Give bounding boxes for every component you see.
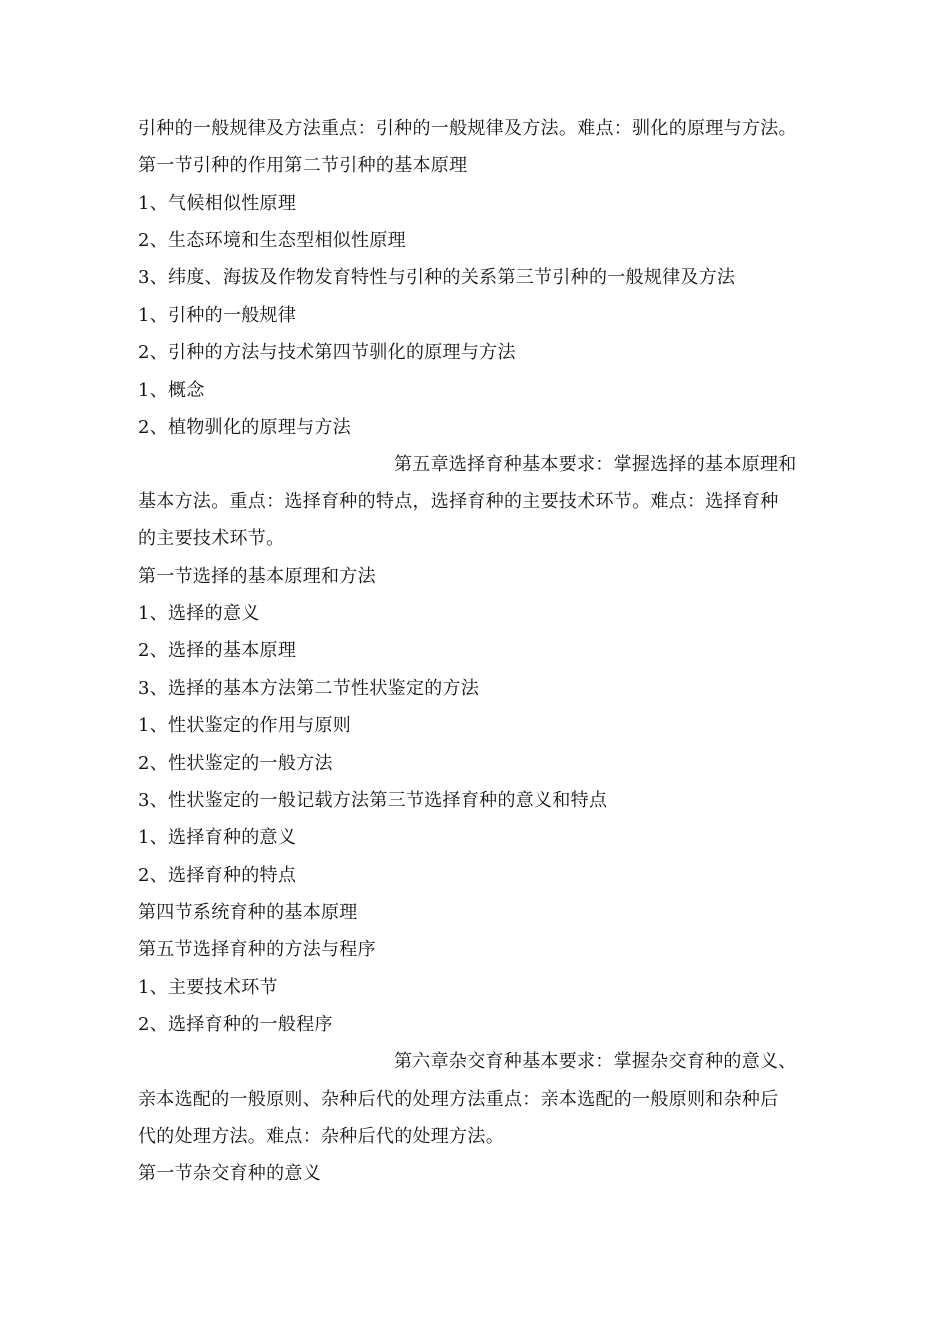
text-line: 基本方法。重点：选择育种的特点，选择育种的主要技术环节。难点：选择育种: [138, 491, 779, 512]
text-line: 的主要技术环节。: [138, 528, 285, 549]
section-heading: 第一节选择的基本原理和方法: [138, 566, 376, 587]
list-item: 1、引种的一般规律: [138, 305, 297, 326]
list-item: 1、概念: [138, 380, 205, 401]
list-item: 2、引种的方法与技术第四节驯化的原理与方法: [138, 342, 516, 363]
list-item: 2、生态环境和生态型相似性原理: [138, 230, 406, 251]
list-item: 3、选择的基本方法第二节性状鉴定的方法: [138, 678, 480, 699]
section-heading: 第四节系统育种的基本原理: [138, 902, 358, 923]
section-heading: 第一节引种的作用第二节引种的基本原理: [138, 155, 468, 176]
list-item: 1、选择的意义: [138, 603, 260, 624]
list-item: 3、性状鉴定的一般记载方法第三节选择育种的意义和特点: [138, 790, 608, 811]
list-item: 1、气候相似性原理: [138, 193, 297, 214]
list-item: 2、选择的基本原理: [138, 640, 297, 661]
list-item: 1、主要技术环节: [138, 977, 278, 998]
chapter-heading: 第六章杂交育种基本要求：掌握杂交育种的意义、: [394, 1051, 797, 1072]
text-line: 引种的一般规律及方法重点：引种的一般规律及方法。难点：驯化的原理与方法。: [138, 118, 797, 139]
list-item: 2、植物驯化的原理与方法: [138, 417, 352, 438]
list-item: 2、性状鉴定的一般方法: [138, 753, 333, 774]
text-line: 代的处理方法。难点：杂种后代的处理方法。: [138, 1126, 504, 1147]
section-heading: 第一节杂交育种的意义: [138, 1163, 321, 1184]
list-item: 3、纬度、海拔及作物发育特性与引种的关系第三节引种的一般规律及方法: [138, 267, 736, 288]
list-item: 2、选择育种的一般程序: [138, 1014, 333, 1035]
chapter-heading: 第五章选择育种基本要求：掌握选择的基本原理和: [394, 454, 797, 475]
section-heading: 第五节选择育种的方法与程序: [138, 939, 376, 960]
text-line: 亲本选配的一般原则、杂种后代的处理方法重点：亲本选配的一般原则和杂种后: [138, 1089, 779, 1110]
list-item: 1、性状鉴定的作用与原则: [138, 715, 352, 736]
list-item: 1、选择育种的意义: [138, 827, 297, 848]
list-item: 2、选择育种的特点: [138, 865, 297, 886]
